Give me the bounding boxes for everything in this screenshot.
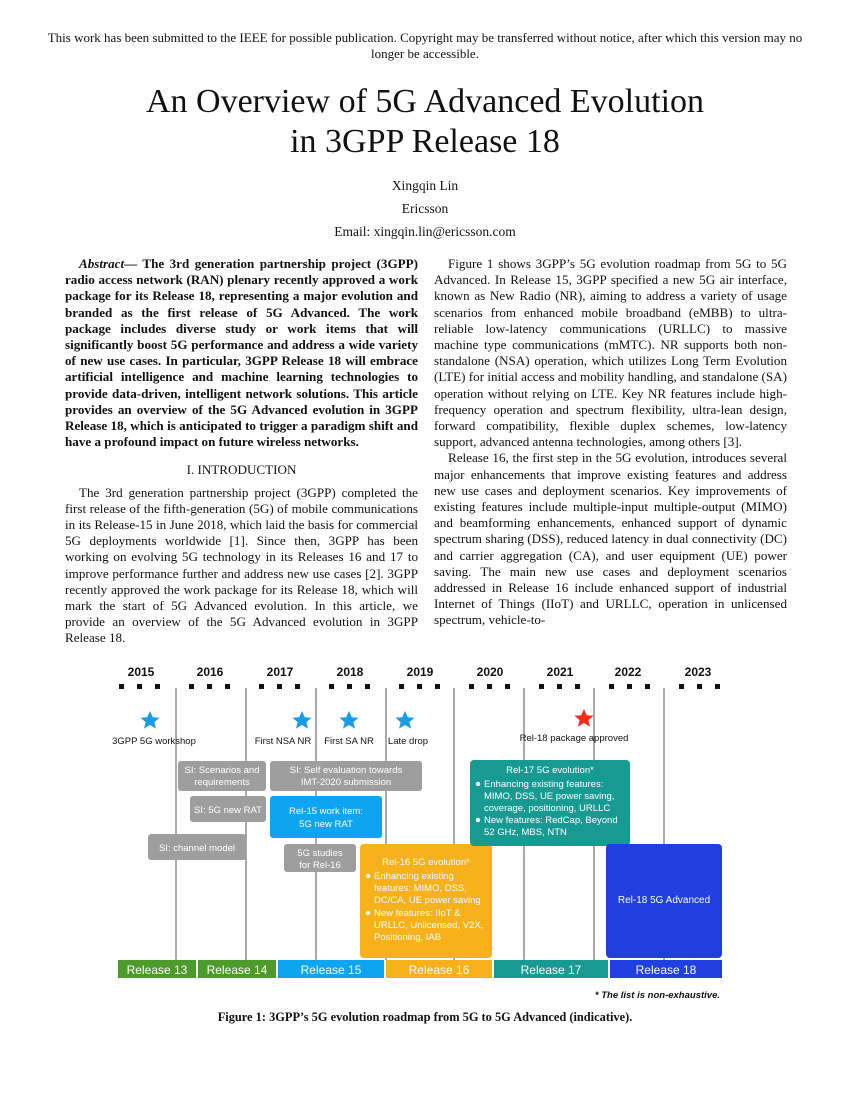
box-rel16-b1-line3: DC/CA, UE power saving	[374, 895, 481, 906]
figure-roadmap	[106, 660, 746, 1005]
milestone-rel18: Rel-18 package approved	[519, 733, 629, 744]
rel17-bullet-2-icon	[476, 818, 480, 822]
body-paragraph-2: Release 16, the first step in the 5G evolution, introduces several major enhancements that improve existing features and address new use cases and deployment scenarios. Key improvements of existing features include multiple-input multiple-output (MIMO) and beamforming enhancements, enhanced support of dynamic spectrum sharing (DSS), reduced latency in dual connectivity (DC) and carrier aggregation (CA), and user equipment (UE) power saving. The main new use cases and deployment scenarios addressed in Release 16 include enhanced support of industrial Internet of Things (IIoT) and URLLC, operation in unlicensed spectrum, vehicle-to-	[434, 450, 787, 628]
year-2017: 2017	[266, 665, 294, 679]
milestone-workshop: 3GPP 5G workshop	[112, 736, 196, 747]
box-rel15-work-item	[270, 796, 382, 838]
box-rel17-b2-line1: New features: RedCap, Beyond	[484, 815, 618, 826]
star-nsa-icon	[293, 711, 312, 729]
release-14-label: Release 14	[206, 963, 268, 977]
star-late-drop-icon	[396, 711, 415, 729]
abstract	[65, 256, 418, 450]
box-rel17-title: Rel-17 5G evolution*	[506, 765, 594, 776]
figure-footnote: * The list is non-exhaustive.	[594, 990, 720, 1001]
box-rel17-b1-line2: MIMO, DSS, UE power saving,	[484, 791, 615, 802]
box-rel17-b1-line1: Enhancing existing features:	[484, 779, 604, 790]
year-2023: 2023	[684, 665, 712, 679]
abstract-text: The 3rd generation partnership project (3GPP) radio access network (RAN) plenary recently approved a work package for its Release 18, representing a major evolution and branded as the first release of 5G Advanced. The work package includes diverse study or work items that will significantly boost 5G performance and address a wide variety of new use cases. In particular, 3GPP Release 18 will embrace artificial intelligence and machine learning technologies to provide data-driven, intelligent network solutions. This article provides an overview of the 5G Advanced evolution in 3GPP Release 18, which is anticipated to trigger a paradigm shift and have a profound impact on future wireless networks.	[65, 256, 418, 450]
year-2021: 2021	[546, 665, 574, 679]
right-column	[434, 256, 787, 629]
year-2020: 2020	[476, 665, 504, 679]
star-sa-icon	[340, 711, 359, 729]
box-si-new-rat-label: SI: 5G new RAT	[194, 805, 262, 816]
abstract-label: Abstract—	[79, 256, 138, 271]
left-column	[65, 256, 418, 647]
publication-notice: This work has been submitted to the IEEE for possible publication. Copyright may be transferred without notice, after which this version may no longer be accessible.	[47, 30, 803, 61]
box-si-imt2020-line2: IMT-2020 submission	[300, 777, 392, 788]
year-2022: 2022	[614, 665, 642, 679]
box-rel16-b2-line3: Positioning, IAB	[374, 932, 442, 943]
box-rel18-label: Rel-18 5G Advanced	[617, 895, 711, 906]
release-17-label: Release 17	[520, 963, 582, 977]
milestone-late-drop: Late drop	[387, 736, 429, 747]
rel17-bullet-1-icon	[476, 782, 480, 786]
star-workshop-icon	[141, 711, 160, 729]
rel16-bullet-1-icon	[366, 874, 370, 878]
year-2015: 2015	[127, 665, 155, 679]
milestone-sa: First SA NR	[324, 736, 374, 747]
author-name: Xingqin Lin	[391, 178, 459, 193]
paper-title	[0, 82, 850, 162]
body-paragraph-1: Figure 1 shows 3GPP’s 5G evolution roadmap from 5G to 5G Advanced. In Release 15, 3GPP specified a new 5G air interface, known as New Radio (NR), aiming to address a variety of usage scenarios from enhanced mobile broadband (eMBB) to ultra-reliable low-latency communications (URLLC) to massive machine type communications (mMTC). NR supports both non-standalone (NSA) operation, which utilizes Long Term Evolution (LTE) for initial access and mobility handling, and standalone (SA) operation without relying on LTE. Key NR features include high-frequency operation and spectrum flexibility, ultra-lean design, forward compatibility, flexible duplex schemes, low-latency support, advanced antenna technologies, among others [3].	[434, 256, 787, 450]
release-13-label: Release 13	[126, 963, 188, 977]
section-heading-introduction: I. INTRODUCTION	[186, 462, 297, 478]
author-affiliation: Ericsson	[401, 201, 449, 216]
box-si-imt2020-line1: SI: Self evaluation towards	[289, 765, 403, 776]
release-18-label: Release 18	[635, 963, 697, 977]
box-rel16-b1-line2: features: MIMO, DSS,	[374, 883, 467, 894]
author-email: Email: xingqin.lin@ericsson.com	[334, 224, 516, 239]
box-rel15-line1: Rel-15 work item:	[289, 806, 363, 817]
box-si-scenarios-line2: requirements	[194, 777, 250, 788]
release-16-label: Release 16	[408, 963, 470, 977]
box-rel16-b2-line1: New features: IIoT &	[374, 908, 461, 919]
year-2019: 2019	[406, 665, 434, 679]
intro-paragraph-1: The 3rd generation partnership project (3GPP) completed the first release of the fifth-generation (5G) of mobile communications in its Release-15 in June 2018, which laid the basis for commercial 5G deployments worldwide [1]. Since then, 3GPP has been working on evolving 5G technology in its Releases 16 and 17 to improve performance further and address new use cases [2]. 3GPP recently approved the work package for its Release 18, which will mark the start of 5G Advanced evolution. In this article, we provide an overview of the 5G Advanced evolution in 3GPP Release 18.	[65, 484, 418, 646]
timeline-quarter-dots	[119, 684, 720, 689]
roadmap-diagram	[106, 660, 746, 1005]
figure-caption: Figure 1: 3GPP’s 5G evolution roadmap from 5G to 5G Advanced (indicative).	[217, 1010, 633, 1024]
box-rel16-b2-line2: URLLC, Unlicensed, V2X,	[374, 920, 484, 931]
box-rel16-title: Rel-16 5G evolution*	[382, 857, 470, 868]
box-rel16-b1-line1: Enhancing existing	[374, 871, 454, 882]
title-line-2: in 3GPP Release 18	[290, 123, 560, 160]
release-15-label: Release 15	[300, 963, 362, 977]
year-2016: 2016	[196, 665, 224, 679]
box-5g-studies-line2: for Rel-16	[299, 860, 341, 871]
box-5g-studies-line1: 5G studies	[297, 848, 343, 859]
rel16-bullet-2-icon	[366, 911, 370, 915]
title-line-1: An Overview of 5G Advanced Evolution	[145, 83, 705, 120]
year-2018: 2018	[336, 665, 364, 679]
box-rel17-b2-line2: 52 GHz, MBS, NTN	[484, 827, 567, 838]
box-si-channel-model-label: SI: channel model	[158, 843, 236, 854]
box-rel17-b1-line3: coverage, positioning, URLLC	[484, 803, 611, 814]
milestone-nsa: First NSA NR	[254, 736, 312, 747]
box-rel15-line2: 5G new RAT	[299, 819, 353, 830]
box-si-scenarios-line1: SI: Scenarios and	[184, 765, 260, 776]
star-rel18-approved-icon	[575, 709, 594, 727]
